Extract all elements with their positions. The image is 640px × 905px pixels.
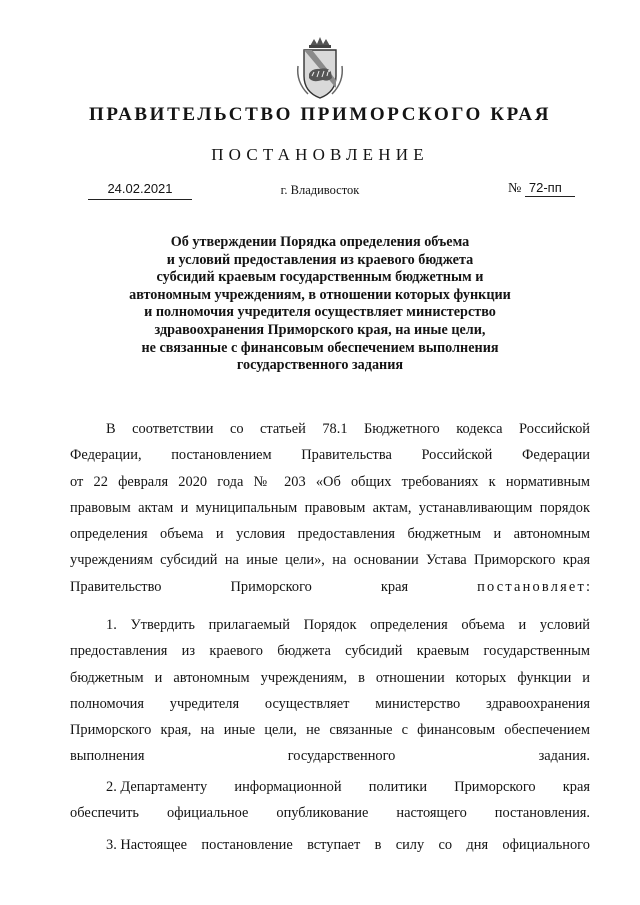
- word: в: [374, 837, 382, 853]
- word: Федерации,: [70, 447, 142, 464]
- text-line: от 22 февраля 2020 года № 203 «Об общих требованиях к нормативным: [70, 473, 590, 490]
- subject-line: автономным учреждениям, в отношении которых функции: [129, 286, 511, 303]
- word: Российской: [519, 421, 590, 437]
- subject-line: Об утверждении Порядка определения объема: [170, 234, 470, 250]
- subject-line: субсидий краевым государственным бюджетным и: [156, 269, 484, 286]
- document-type: ПОСТАНОВЛЕНИЕ: [211, 145, 429, 164]
- word: 78.1: [322, 421, 348, 437]
- word: полномочия: [70, 695, 144, 712]
- subject-line: и полномочия учредителя осуществляет министерство: [144, 304, 496, 321]
- text-line: бюджетным и автономным учреждениям, в отношении которых функции и: [70, 669, 590, 686]
- text-line: 1. Утвердить прилагаемый Порядок определения объема и условий: [106, 617, 590, 633]
- word: со: [229, 421, 244, 437]
- subject-line: государственного задания: [236, 357, 404, 374]
- word: политики: [368, 779, 428, 795]
- word: информационной: [234, 779, 342, 795]
- item-2-paragraph: [70, 774, 590, 827]
- text-line: Приморского края, на иные цели, не связанные с финансовым обеспечением: [70, 722, 590, 739]
- city: г. Владивосток: [280, 183, 360, 197]
- text-line: правовым актам и муниципальным правовым актам, устанавливающим порядок: [70, 499, 590, 516]
- text-span: Правительство Приморского края: [70, 578, 478, 595]
- word: осуществляет: [264, 695, 350, 712]
- text-line: [70, 574, 590, 600]
- government-title: ПРАВИТЕЛЬСТВО ПРИМОРСКОГО КРАЯ: [88, 104, 552, 125]
- text-line: определения объема и условия предоставления бюджетным и автономным: [70, 526, 590, 543]
- text-line: выполнения государственного задания.: [70, 748, 590, 765]
- text-span: :: [586, 578, 590, 595]
- number-field: [508, 180, 575, 197]
- word: постановление: [201, 837, 293, 853]
- text-line: [70, 832, 590, 858]
- word: 2. Департаменту: [106, 779, 208, 795]
- word: В: [106, 421, 116, 437]
- word: вступает: [307, 837, 361, 853]
- subject-line: не связанные с финансовым обеспечением выполнения: [141, 339, 499, 356]
- word: 3. Настоящее: [106, 837, 188, 853]
- text-line: обеспечить официальное опубликование настоящего постановления.: [70, 805, 590, 822]
- word: Бюджетного: [364, 421, 440, 437]
- document-number: 72-пп: [525, 180, 575, 197]
- number-sign: №: [508, 181, 522, 196]
- word: статьей: [260, 421, 306, 437]
- word: дня: [466, 837, 489, 853]
- preamble-paragraph: [70, 416, 590, 600]
- text-line: [70, 442, 590, 468]
- word: Российской: [421, 447, 493, 464]
- word: края: [562, 779, 590, 795]
- text-line: [70, 691, 590, 717]
- word: со: [438, 837, 453, 853]
- text-line: учреждениям субсидий на иные цели», на основании Устава Приморского края: [70, 552, 590, 569]
- coat-of-arms-icon: [290, 36, 350, 102]
- word: соответствии: [132, 421, 214, 437]
- word: Федерации: [522, 447, 590, 464]
- word: министерство: [375, 695, 461, 712]
- text-line: [70, 416, 590, 442]
- subject-line: и условий предоставления из краевого бюджета: [166, 251, 474, 268]
- document-subject: [110, 234, 530, 375]
- item-1-paragraph: [70, 612, 590, 770]
- resolves-word: постановляет: [477, 578, 586, 595]
- word: силу: [395, 837, 425, 853]
- document-date: 24.02.2021: [107, 181, 173, 196]
- word: Правительства: [301, 447, 392, 464]
- text-line: предоставления из краевого бюджета субсидий краевым государственным: [70, 643, 590, 660]
- word: кодекса: [456, 421, 503, 437]
- word: учредителя: [169, 695, 240, 712]
- word: Приморского: [454, 779, 536, 795]
- word: официального: [502, 837, 590, 853]
- subject-line: здравоохранения Приморского края, на иные цели,: [154, 321, 486, 338]
- text-line: [70, 774, 590, 800]
- item-3-paragraph: [70, 832, 590, 858]
- word: здравоохранения: [486, 695, 590, 712]
- word: постановлением: [171, 447, 272, 464]
